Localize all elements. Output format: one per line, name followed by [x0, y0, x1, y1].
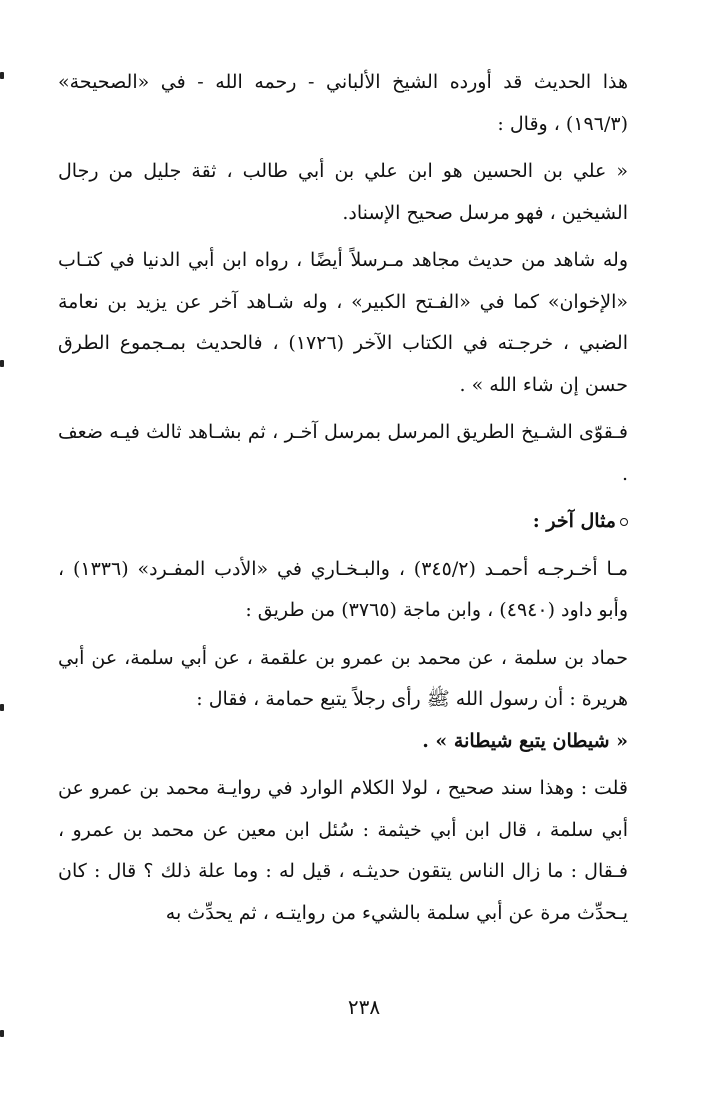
- margin-mark: [0, 360, 4, 367]
- margin-mark: [0, 72, 4, 79]
- margin-mark: [0, 1030, 4, 1037]
- section-heading: مثال آخر :: [58, 501, 628, 543]
- margin-mark: [0, 704, 4, 711]
- hadith-quote: « شيطان يتبع شيطانة » .: [422, 729, 628, 752]
- paragraph-5: مـا أخـرجـه أحمـد (٣٤٥/٢) ، والبـخـاري في «الأدب المفـرد» (١٣٣٦) ، وأبو داود (٤٩٤٠) ، وابن ماجة (٣٧٦٥) من طريق :: [58, 557, 629, 621]
- circle-bullet-icon: [620, 518, 628, 526]
- paragraph-3: وله شاهد من حديث مجاهد مـرسلاً أيضًا ، رواه ابن أبي الدنيا في كتـاب «الإخوان» كما في «الفـتح الكبير» ، وله شـاهد آخر عن يزيد بن نعامة الضبي ، خرجـته في الكتاب الآخر (١٧٢٦) ، فالحديث بمـجموع الطرق حسن إن شاء الله » .: [58, 249, 628, 396]
- paragraph-1: هذا الحديث قد أورده الشيخ الألباني - رحمه الله - في «الصحيحة» (١٩٦/٣) ، وقال :: [58, 71, 628, 135]
- body-text: [58, 62, 628, 934]
- paragraph-6: حماد بن سلمة ، عن محمد بن عمرو بن علقمة ، عن أبي سلمة، عن أبي هريرة : أن رسول الله ﷺ رأى رجلاً يتبع حمامة ، فقال :: [58, 646, 628, 710]
- paragraph-7: قلت : وهذا سند صحيح ، لولا الكلام الوارد في روايـة محمد بن عمرو عن أبي سلمة ، قال ابن أبي خيثمة : سُئل ابن معين عن محمد بن عمرو ، فـقال : ما زال الناس يتقون حديثـه ، قيل له : وما علة ذلك ؟ قال : كان يـحدِّث مرة عن أبي سلمة بالشيء من روايتـه ، ثم يحدِّث به: [58, 777, 628, 924]
- page-number: ٢٣٨: [347, 995, 381, 1019]
- paragraph-4: فـقوّى الشـيخ الطريق المرسل بمرسل آخـر ، ثم بشـاهد ثالث فيـه ضعف .: [58, 421, 628, 485]
- paragraph-2: « علي بن الحسين هو ابن علي بن أبي طالب ، ثقة جليل من رجال الشيخين ، فهو مرسل صحيح الإسناد.: [58, 160, 628, 224]
